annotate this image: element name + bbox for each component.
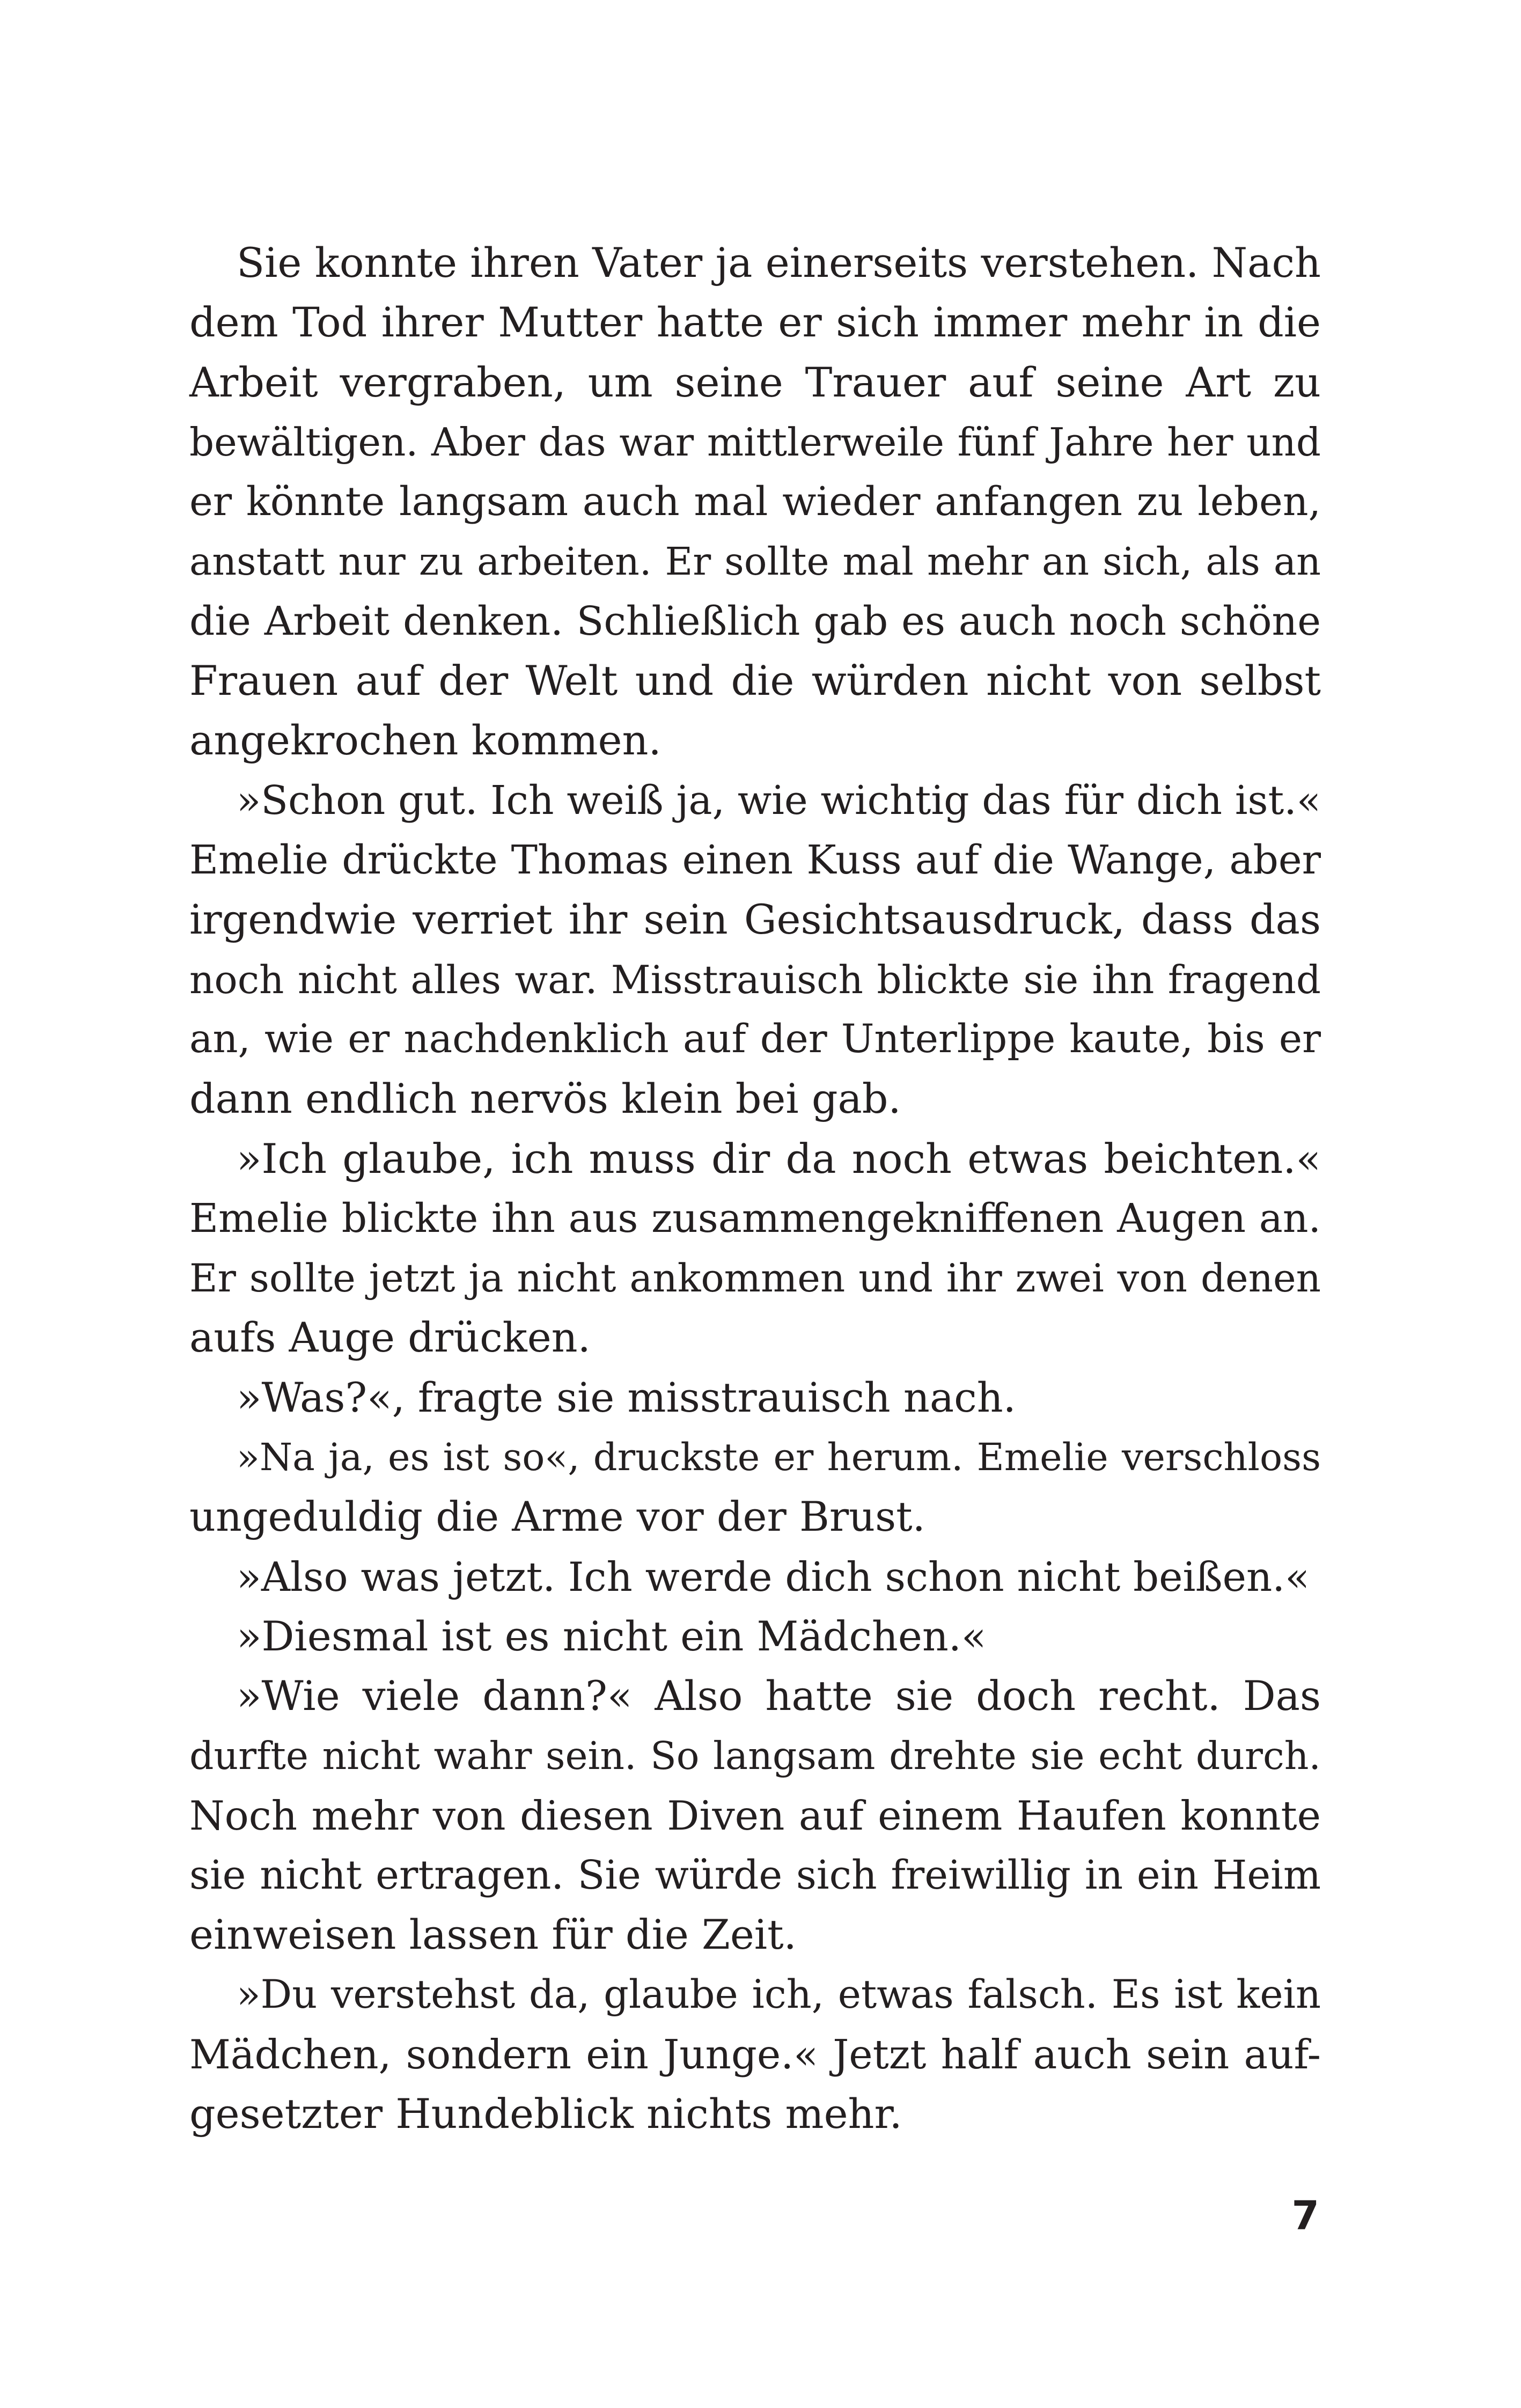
text-line: einweisen lassen für die Zeit. [189, 1911, 797, 1958]
text-line: durfte nicht wahr sein. So langsam drehte sie echt durch. [189, 1734, 1321, 1778]
text-line: irgendwie verriet ihr sein Gesichtsausdruck, dass das [189, 895, 1321, 943]
text-line: Arbeit vergraben, um seine Trauer auf seine Art zu [189, 358, 1321, 406]
text-line: an, wie er nachdenklich auf der Unterlippe kaute, bis er [189, 1016, 1321, 1062]
text-line: bewältigen. Aber das war mittlerweile fünf Jahre her und [189, 420, 1321, 465]
text-line: »Du verstehst da, glaube ich, etwas falsch. Es ist kein [237, 1972, 1321, 2017]
text-line: »Ich glaube, ich muss dir da noch etwas beichten.« [237, 1135, 1321, 1183]
text-line: »Diesmal ist es nicht ein Mädchen.« [237, 1612, 987, 1660]
text-line: »Schon gut. Ich weiß ja, wie wichtig das für dich ist.« [237, 777, 1321, 824]
text-line: »Also was jetzt. Ich werde dich schon nicht beißen.« [237, 1553, 1310, 1601]
body-text [189, 0, 1321, 2408]
text-line: er könnte langsam auch mal wieder anfangen zu leben, [189, 479, 1321, 525]
text-line: »Na ja, es ist so«, druckste er herum. Emelie verschloss [237, 1435, 1321, 1479]
text-line: aufs Auge drücken. [189, 1313, 591, 1361]
text-line: noch nicht alles war. Misstrauisch blickte sie ihn fragend [189, 957, 1321, 1002]
text-line: sie nicht ertragen. Sie würde sich freiwillig in ein Heim [189, 1852, 1321, 1898]
text-line: anstatt nur zu arbeiten. Er sollte mal mehr an sich, als an [189, 539, 1321, 584]
text-line: Mädchen, sondern ein Junge.« Jetzt half auch sein auf- [189, 2031, 1321, 2078]
text-line: dann endlich nervös klein bei gab. [189, 1075, 901, 1122]
text-line: angekrochen kommen. [189, 716, 662, 764]
text-line: Er sollte jetzt ja nicht ankommen und ihr zwei von denen [189, 1256, 1321, 1301]
text-line: Emelie drückte Thomas einen Kuss auf die Wange, aber [189, 837, 1321, 883]
text-line: Frauen auf der Welt und die würden nicht von selbst [189, 657, 1321, 704]
text-line: »Wie viele dann?« Also hatte sie doch recht. Das [237, 1672, 1321, 1720]
text-line: gesetzter Hundeblick nichts mehr. [189, 2090, 902, 2138]
text-line: dem Tod ihrer Mutter hatte er sich immer mehr in die [189, 298, 1321, 346]
text-line: Noch mehr von diesen Diven auf einem Haufen konnte [189, 1792, 1321, 1839]
text-line: »Was?«, fragte sie misstrauisch nach. [237, 1374, 1016, 1421]
text-line: ungeduldig die Arme vor der Brust. [189, 1493, 925, 1540]
text-line: Emelie blickte ihn aus zusammengekniffenen Augen an. [189, 1195, 1321, 1242]
page-number: 7 [1291, 2193, 1319, 2239]
text-line: die Arbeit denken. Schließlich gab es auch noch schöne [189, 598, 1321, 644]
text-line: Sie konnte ihren Vater ja einerseits verstehen. Nach [237, 239, 1321, 287]
